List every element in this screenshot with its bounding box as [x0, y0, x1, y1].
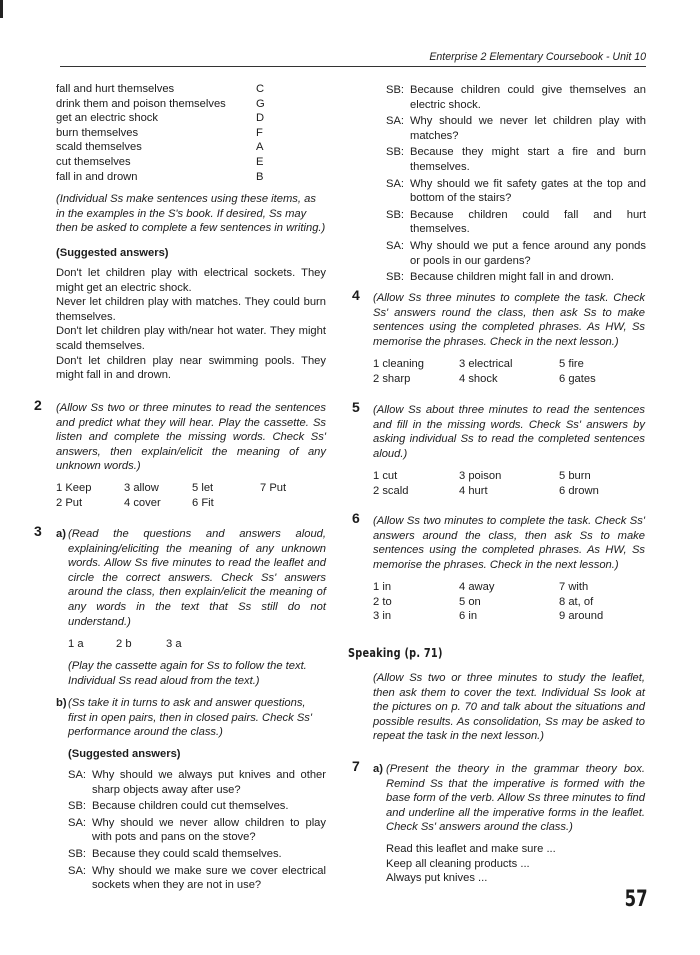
answer: 7 with: [559, 581, 589, 593]
dialogue-line: SA: Why should we always put knives and other sharp objects away after use?: [68, 769, 326, 796]
exercise-4-instruction: (Allow Ss three minutes to complete the task. Check Ss' answers round the class, then ask Ss to make sentences using the completed phrases. As HW, Ss memorise the phrases. Check in the next lesson.): [373, 292, 645, 348]
answer: 3 a: [166, 638, 182, 650]
suggested-answers-heading: (Suggested answers): [56, 247, 169, 259]
exercise-5-answers: [373, 469, 639, 498]
answer: 2 b: [116, 638, 132, 650]
answer: 6 Fit: [192, 496, 214, 509]
match-row: get an electric shock D: [56, 112, 265, 125]
exercise-7a-instruction: (Present the theory in the grammar theory box. Remind Ss that the imperative is formed with the base form of the verb. Allow Ss three minutes to find and underline all the imperative forms in the leaflet. Check Ss' answers around the class.): [386, 763, 645, 834]
exercise-3b-instruction: (Ss take it in turns to ask and answer questions, first in open pairs, then in closed pairs. Check Ss' performance around the class.): [68, 697, 313, 739]
answer: 6 drown: [559, 484, 599, 497]
exercise-number: 2: [34, 397, 42, 413]
suggested-sentence: Don't let children play with/near hot water. They might scald themselves.: [56, 325, 326, 352]
answer: 2 scald: [373, 484, 409, 497]
exercise-4-answers: [373, 357, 639, 386]
answer: 1 in: [373, 581, 392, 593]
suggested-sentence: Never let children play with matches. They could burn themselves.: [56, 296, 326, 323]
running-header: Enterprise 2 Elementary Coursebook - Unit 10: [429, 51, 646, 63]
answer: 3 electrical: [459, 358, 513, 370]
exercise-2-instruction: (Allow Ss two or three minutes to read the sentences and predict what they will hear. Play the cassette. Ss listen and complete the missing words. Check Ss' answers, then explain/elicit the meaning of any unknown words.): [56, 402, 326, 473]
dialogue-line: SB: Because children could fall and hurt themselves.: [386, 208, 646, 236]
match-row: fall in and drown B: [56, 170, 264, 183]
exercise-2-answers: [56, 481, 316, 510]
match-row: fall and hurt themselves C: [56, 83, 265, 95]
page-number: 57: [625, 887, 648, 912]
answer: 5 burn: [559, 470, 591, 482]
exercise-number: 7: [352, 758, 360, 774]
answer: 2 Put: [56, 496, 83, 509]
answer: 5 fire: [559, 358, 584, 370]
dialogue-line: SB: Because children could give themselves an electric shock.: [386, 84, 646, 111]
answer: 6 gates: [559, 372, 596, 385]
suggested-answers: [56, 266, 326, 383]
dialogue: [68, 768, 326, 895]
answer: 1 cleaning: [373, 358, 425, 370]
answer: 1 cut: [373, 470, 398, 482]
dialogue-line: SA: Why should we never allow children to play with pots and pans on the stove?: [68, 816, 326, 844]
answer: 3 allow: [124, 482, 159, 494]
exercise-number: 6: [352, 510, 360, 526]
answer: 3 in: [373, 610, 392, 623]
answer: 4 away: [459, 581, 495, 593]
answer: 1 a: [68, 638, 84, 650]
match-row: burn themselves F: [56, 126, 263, 139]
answer: 7 Put: [260, 482, 287, 494]
example-line: Read this leaflet and make sure ...: [386, 843, 556, 855]
answer: 9 around: [559, 610, 604, 623]
exercise-number: 5: [352, 399, 360, 415]
part-label: a): [373, 763, 383, 775]
example-line: Always put knives ...: [386, 872, 488, 885]
exercise-number: 3: [34, 523, 42, 539]
match-row: cut themselves E: [56, 155, 264, 168]
speaking-instruction: (Allow Ss two or three minutes to study the leaflet, then ask them to cover the text. Individual Ss look at the pictures on p. 70 and talk about the situations and possible results. As consolidation, Ss may be asked to repeat the task in the next lesson.): [373, 672, 645, 743]
part-label: a): [56, 528, 66, 540]
dialogue-line: SB: Because they could scald themselves.: [68, 847, 282, 860]
dialogue-line: SB: Because they might start a fire and burn themselves.: [386, 146, 646, 173]
answer: 2 to: [373, 595, 392, 608]
answer: 1 Keep: [56, 482, 92, 494]
dialogue: [386, 83, 646, 287]
corner-mark: [0, 0, 3, 18]
answer: 8 at, of: [559, 595, 594, 608]
match-row: scald themselves A: [56, 141, 264, 154]
exercise-3a-note: (Play the cassette again for Ss to follow the text. Individual Ss read aloud from the text.): [68, 660, 307, 687]
answer: 2 sharp: [373, 372, 411, 385]
exercise-number: 4: [352, 287, 360, 303]
exercise-6-instruction: (Allow Ss two minutes to complete the task. Check Ss' answers around the class, then ask Ss to make sentences using the completed phrases. As HW, Ss memorise the phrases. Check in the next lesson.): [373, 515, 645, 571]
answer: 4 hurt: [459, 484, 488, 497]
example-line: Keep all cleaning products ...: [386, 857, 530, 870]
dialogue-line: SB: Because children might fall in and drown.: [386, 271, 614, 284]
dialogue-line: SA: Why should we put a fence around any ponds or pools in our gardens?: [386, 239, 646, 267]
exercise-3a-instruction: (Read the questions and answers aloud, explaining/eliciting the meaning of any unknown words. Allow Ss five minutes to read the leaflet and circle the correct answers. Check Ss' answers around the class, then explain/elicit the meaning of any words in the text that Ss still do not understand.): [68, 528, 326, 628]
match-note: (Individual Ss make sentences using these items, as in the examples in the S's book. If desired, Ss may then be asked to complete a few sentences in writing.): [56, 193, 326, 235]
dialogue-line: SB: Because children could cut themselves.: [68, 800, 289, 813]
answer: 4 cover: [124, 496, 161, 509]
answer: 4 shock: [459, 372, 498, 385]
match-list: [56, 82, 326, 184]
dialogue-line: SA: Why should we fit safety gates at the top and bottom of the stairs?: [386, 177, 646, 205]
exercise-6-answers: [373, 580, 639, 624]
answer: 6 in: [459, 610, 478, 623]
exercise-5-instruction: (Allow Ss about three minutes to read the sentences and fill in the missing words. Check Ss' answers by asking individual Ss to read the completed sentences aloud.): [373, 404, 645, 460]
suggested-answers-heading: (Suggested answers): [68, 748, 181, 760]
match-row: drink them and poison themselves G: [56, 97, 265, 110]
exercise-3a-answers: [68, 637, 206, 652]
answer: 5 let: [192, 482, 214, 494]
suggested-sentence: Don't let children play with electrical sockets. They might get an electric shock.: [56, 267, 326, 294]
part-label: b): [56, 697, 67, 709]
answer: 3 poison: [459, 470, 502, 482]
suggested-sentence: Don't let children play near swimming pools. They might fall in and drown.: [56, 354, 326, 382]
section-heading-speaking: Speaking (p. 71): [348, 645, 443, 660]
exercise-7-lines: [386, 842, 645, 886]
dialogue-line: SA: Why should we never let children play with matches?: [386, 115, 646, 142]
dialogue-line: SA: Why should we make sure we cover electrical sockets when they are not in use?: [68, 864, 326, 892]
answer: 5 on: [459, 595, 481, 608]
header-rule: [60, 66, 646, 67]
